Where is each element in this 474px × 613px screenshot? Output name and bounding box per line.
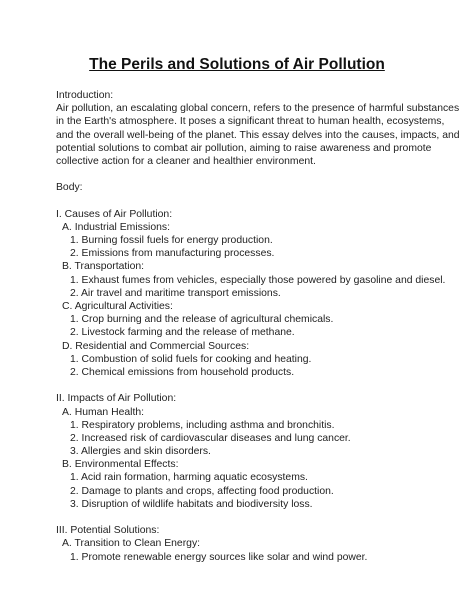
- intro-line: Air pollution, an escalating global concern, refers to the presence of harmful substances: [56, 103, 460, 115]
- intro-line: in the Earth's atmosphere. It poses a significant threat to human health, ecosystems,: [56, 116, 445, 128]
- subsection-heading: C. Agricultural Activities:: [62, 301, 173, 312]
- list-item: 2. Damage to plants and crops, affecting food production.: [70, 485, 334, 497]
- document-content: [56, 89, 460, 564]
- list-item: 3. Disruption of wildlife habitats and biodiversity loss.: [70, 498, 313, 510]
- body-heading: Body:: [56, 182, 83, 194]
- intro-paragraph: [56, 102, 460, 168]
- subsection-heading: D. Residential and Commercial Sources:: [62, 340, 250, 352]
- list-item: 1. Burning fossil fuels for energy production.: [70, 235, 273, 247]
- intro-heading: Introduction:: [56, 90, 114, 101]
- section-heading: III. Potential Solutions:: [56, 525, 160, 537]
- subsection-heading: B. Transportation:: [62, 261, 145, 273]
- document-title: The Perils and Solutions of Air Pollution: [89, 56, 385, 73]
- list-item: 2. Chemical emissions from household products.: [70, 366, 295, 378]
- subsection-heading: A. Human Health:: [62, 406, 145, 418]
- list-item: 1. Crop burning and the release of agricultural chemicals.: [70, 314, 334, 326]
- list-item: 2. Air travel and maritime transport emissions.: [70, 287, 281, 299]
- list-item: 3. Allergies and skin disorders.: [70, 446, 211, 458]
- list-item: 1. Acid rain formation, harming aquatic ecosystems.: [70, 472, 308, 484]
- list-item: 1. Exhaust fumes from vehicles, especially those powered by gasoline and diesel.: [70, 274, 446, 286]
- list-item: 1. Respiratory problems, including asthma and bronchitis.: [70, 419, 335, 431]
- intro-line: collective action for a cleaner and healthier environment.: [56, 155, 316, 167]
- subsection-heading: A. Industrial Emissions:: [62, 221, 170, 233]
- subsection-heading: A. Transition to Clean Energy:: [62, 538, 201, 550]
- section-heading: I. Causes of Air Pollution:: [56, 208, 173, 220]
- subsection-heading: B. Environmental Effects:: [62, 459, 179, 471]
- intro-line: potential solutions to combat air pollution, aiming to raise awareness and promote: [56, 142, 432, 154]
- list-item: 2. Livestock farming and the release of methane.: [70, 327, 295, 339]
- section-heading: II. Impacts of Air Pollution:: [56, 393, 177, 405]
- intro-line: and the overall well-being of the planet. This essay delves into the causes, impacts, and: [56, 129, 460, 141]
- list-item: 2. Increased risk of cardiovascular diseases and lung cancer.: [70, 432, 351, 444]
- list-item: 1. Combustion of solid fuels for cooking and heating.: [70, 353, 312, 365]
- list-item: 2. Emissions from manufacturing processes.: [70, 248, 275, 260]
- list-item: 1. Promote renewable energy sources like solar and wind power.: [70, 551, 368, 563]
